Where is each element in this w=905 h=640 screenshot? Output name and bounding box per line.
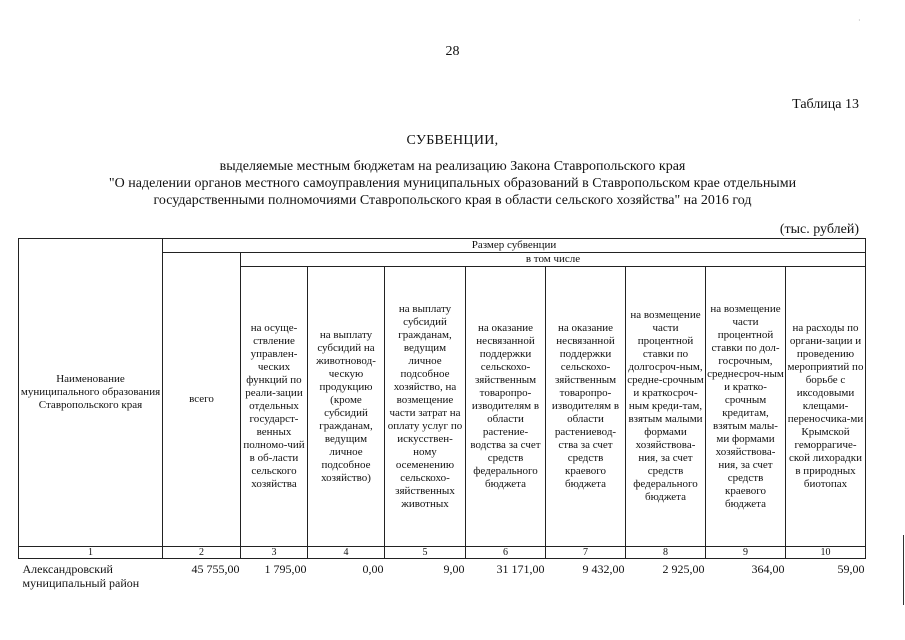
column-number: 1 bbox=[19, 547, 163, 559]
subtitle-line-3: государственными полномочиями Ставропольского края в области сельского хозяйства" на 2016 год bbox=[153, 193, 752, 208]
header-col-7: на оказание несвязанной поддержки сельскохо-зяйственным товаропро-изводителям в области растениевод-ства за счет средств краевого бюджета bbox=[546, 267, 626, 547]
edge-mark: · bbox=[858, 16, 861, 25]
header-including: в том числе bbox=[241, 253, 866, 267]
column-number: 10 bbox=[786, 547, 866, 559]
cell-col-4: 0,00 bbox=[362, 562, 384, 576]
cell-total: 45 755,00 bbox=[191, 562, 240, 576]
header-col-10: на расходы по органи-зации и проведению мероприятий по борьбе с иксодовыми клещами-переносчика-ми Крымской геморрагиче-ской лихорадки в природных биотопах bbox=[786, 267, 866, 547]
header-subvention-size: Размер субвенции bbox=[163, 239, 866, 253]
document-title: СУБВЕНЦИИ, bbox=[406, 133, 499, 148]
column-number: 6 bbox=[466, 547, 546, 559]
header-municipality: Наименование муниципального образования Ставропольского края bbox=[19, 239, 163, 547]
subventions-table bbox=[18, 238, 866, 602]
column-number: 4 bbox=[308, 547, 385, 559]
municipality-name: Александровский муниципальный район bbox=[22, 562, 140, 590]
column-number: 3 bbox=[241, 547, 308, 559]
column-number: 5 bbox=[385, 547, 466, 559]
header-col-5: на выплату субсидий гражданам, ведущим личное подсобное хозяйство, на возмещение части затрат на оплату услуг по искусствен-ному осеменению сельскохо-зяйственных животных bbox=[385, 267, 466, 547]
cell-col-10: 59,00 bbox=[837, 562, 865, 576]
table-row bbox=[19, 559, 866, 603]
cell-col-6: 31 171,00 bbox=[496, 562, 545, 576]
header-col-9: на возмещение части процентной ставки по дол-госрочным, среднесроч-ным и кратко-срочным кредитам, взятым малы-ми формами хозяйствова-ния, за счет средств краевого бюджета bbox=[706, 267, 786, 547]
units-label: (тыс. рублей) bbox=[779, 222, 859, 237]
header-col-6: на оказание несвязанной поддержки сельскохо-зяйственным товаропро-изводителям в области растение-водства за счет средств федерального бюджета bbox=[466, 267, 546, 547]
header-col-4: на выплату субсидий на животновод-ческую продукцию (кроме субсидий гражданам, ведущим личное подсобное хозяйство) bbox=[308, 267, 385, 547]
scan-edge-line bbox=[903, 535, 904, 605]
table-label: Таблица 13 bbox=[792, 97, 859, 112]
cell-col-3: 1 795,00 bbox=[264, 562, 307, 576]
column-number: 9 bbox=[706, 547, 786, 559]
subtitle-line-1: выделяемые местным бюджетам на реализацию Закона Ставропольского края bbox=[219, 159, 686, 174]
header-total: всего bbox=[163, 253, 241, 547]
cell-col-9: 364,00 bbox=[751, 562, 785, 576]
page-number: 28 bbox=[445, 44, 460, 59]
header-col-8: на возмещение части процентной ставки по долгосроч-ным, средне-срочным и краткосроч-ным креди-там, взятым малыми формами хозяйствова-ния, за счет средств федерального бюджета bbox=[626, 267, 706, 547]
column-number: 8 bbox=[626, 547, 706, 559]
cell-col-7: 9 432,00 bbox=[582, 562, 625, 576]
cell-col-8: 2 925,00 bbox=[662, 562, 705, 576]
column-number: 2 bbox=[163, 547, 241, 559]
cell-col-5: 9,00 bbox=[443, 562, 465, 576]
column-number: 7 bbox=[546, 547, 626, 559]
subtitle-line-2: "О наделении органов местного самоуправления муниципальных образований в Ставропольском крае отдельными bbox=[108, 176, 797, 191]
header-col-3: на осуще-ствление управлен-ческих функций по реали-зации отдельных государст-венных полномо-чий в об-ласти сельского хозяйства bbox=[241, 267, 308, 547]
